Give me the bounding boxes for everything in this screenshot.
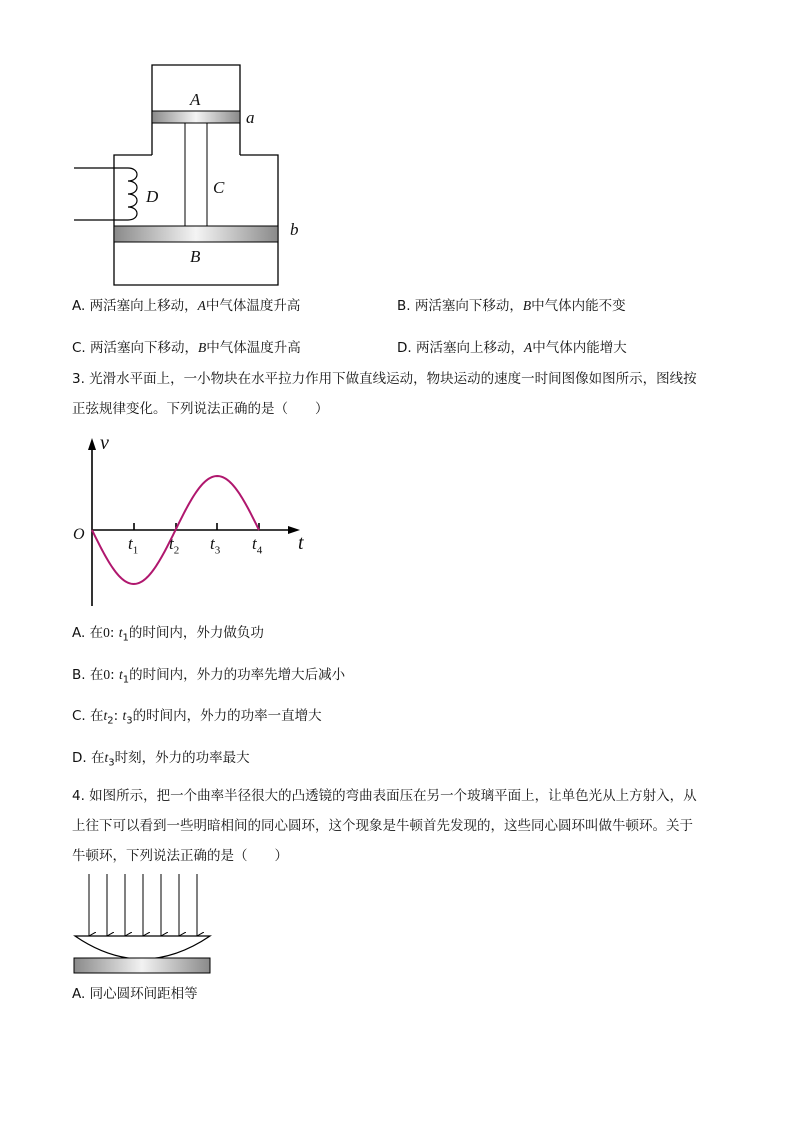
option-letter: D.	[397, 340, 412, 356]
option-letter: A.	[72, 625, 86, 641]
q3-option-c	[72, 707, 322, 731]
option-text: 在	[90, 708, 104, 724]
option-var: B	[198, 340, 207, 355]
q3-option-a	[72, 624, 264, 648]
math-var: t	[104, 750, 109, 765]
option-text: 的时间内，外力的功率先增大后减小	[129, 667, 346, 683]
q4-stem-line3: 牛顿环，下列说法正确的是（ ）	[72, 848, 288, 864]
q4-option-a	[72, 985, 198, 1003]
math-var: t	[118, 667, 123, 682]
option-text: 在	[89, 625, 104, 641]
option-text: 中气体内能增大	[532, 340, 627, 356]
option-letter: A.	[72, 298, 86, 314]
math-sub: 1	[122, 632, 129, 644]
q4-stem	[72, 781, 722, 871]
q3-option-d	[72, 749, 250, 773]
option-text: 的时间内，外力的功率一直增大	[132, 708, 322, 724]
label-D: D	[146, 187, 159, 206]
option-letter: B.	[72, 667, 86, 683]
tick-base: t	[210, 534, 215, 553]
option-letter: C.	[72, 340, 86, 356]
option-letter: B.	[397, 298, 411, 314]
q4-stem-line2: 上往下可以看到一些明暗相间的同心圆环，这个现象是牛顿首先发现的，这些同心圆环叫做牛顿环。关于	[72, 818, 693, 834]
tick-base: t	[128, 534, 133, 553]
math-sub: 3	[108, 757, 115, 769]
tick-base: t	[252, 534, 257, 553]
q2-option-c	[72, 339, 301, 357]
option-text: 中气体温度升高	[205, 298, 301, 314]
math-sub: 2	[107, 715, 114, 727]
axis-t-label: t	[298, 532, 304, 554]
option-text: 在	[90, 750, 105, 766]
math-from: 0	[103, 625, 110, 640]
option-text: 同心圆环间距相等	[89, 986, 198, 1002]
math-sub: 3	[126, 715, 133, 727]
option-text: 中气体内能不变	[531, 298, 626, 314]
math-sep: :	[110, 667, 115, 683]
option-var: A	[197, 298, 206, 313]
option-text: 中气体温度升高	[206, 340, 301, 356]
math-var: t	[103, 708, 108, 723]
tick-sub: 4	[256, 544, 263, 557]
option-text: 两活塞向下移动，	[414, 298, 523, 314]
math-var: t	[122, 708, 127, 723]
q3-stem-line2: 正弦规律变化。下列说法正确的是（ ）	[72, 401, 329, 417]
piston-b	[114, 226, 278, 242]
tick-sub: 1	[132, 544, 139, 557]
y-axis-arrow	[88, 438, 96, 450]
q2-option-b	[397, 297, 626, 315]
axis-v-label: v	[100, 432, 109, 454]
tick-label-t3	[210, 534, 220, 556]
option-text: 在	[89, 667, 104, 683]
option-letter: D.	[72, 750, 87, 766]
tick-sub: 2	[173, 544, 180, 557]
tick-sub: 3	[214, 544, 221, 557]
tick-base: t	[169, 534, 174, 553]
math-var: t	[118, 625, 123, 640]
connecting-rod	[185, 123, 207, 226]
option-text: 两活塞向上移动，	[89, 298, 198, 314]
math-sub: 1	[122, 674, 130, 686]
q2-option-d	[397, 339, 627, 357]
q3-stem-line1: 3. 光滑水平面上，一小物块在水平拉力作用下做直线运动，物块运动的速度一时间图像如图所示，图线按	[72, 371, 697, 387]
q4-stem-line1: 4. 如图所示，把一个曲率半径很大的凸透镜的弯曲表面压在另一个玻璃平面上，让单色光从上方射入，从	[72, 788, 697, 804]
option-text: 两活塞向下移动，	[90, 340, 199, 356]
newton-rings-figure	[70, 870, 220, 978]
label-C: C	[213, 178, 225, 197]
label-A: A	[190, 90, 201, 109]
option-text: 两活塞向上移动，	[415, 340, 524, 356]
math-from: 0	[103, 667, 111, 682]
q2-option-a	[72, 297, 300, 315]
option-letter: A.	[72, 986, 86, 1002]
label-a: a	[246, 108, 255, 127]
option-var: B	[522, 298, 532, 313]
q3-stem	[72, 364, 722, 424]
option-text: 时刻，外力的功率最大	[114, 750, 250, 766]
glass-plate	[74, 958, 210, 973]
origin-label: O	[73, 526, 85, 543]
option-var: A	[523, 340, 533, 355]
velocity-time-graph	[60, 430, 320, 615]
option-text: 的时间内，外力做负功	[128, 625, 264, 641]
heater-coil	[128, 168, 137, 220]
math-sep: :	[113, 708, 119, 724]
convex-lens	[75, 936, 210, 959]
tick-label-t2	[169, 534, 179, 556]
q3-option-b	[72, 666, 345, 690]
option-letter: C.	[72, 708, 86, 724]
label-b: b	[290, 220, 299, 239]
label-B: B	[190, 247, 201, 266]
math-sep: :	[109, 625, 115, 641]
piston-a	[152, 111, 240, 123]
tick-label-t4	[252, 534, 262, 556]
tick-label-t1	[128, 534, 138, 556]
